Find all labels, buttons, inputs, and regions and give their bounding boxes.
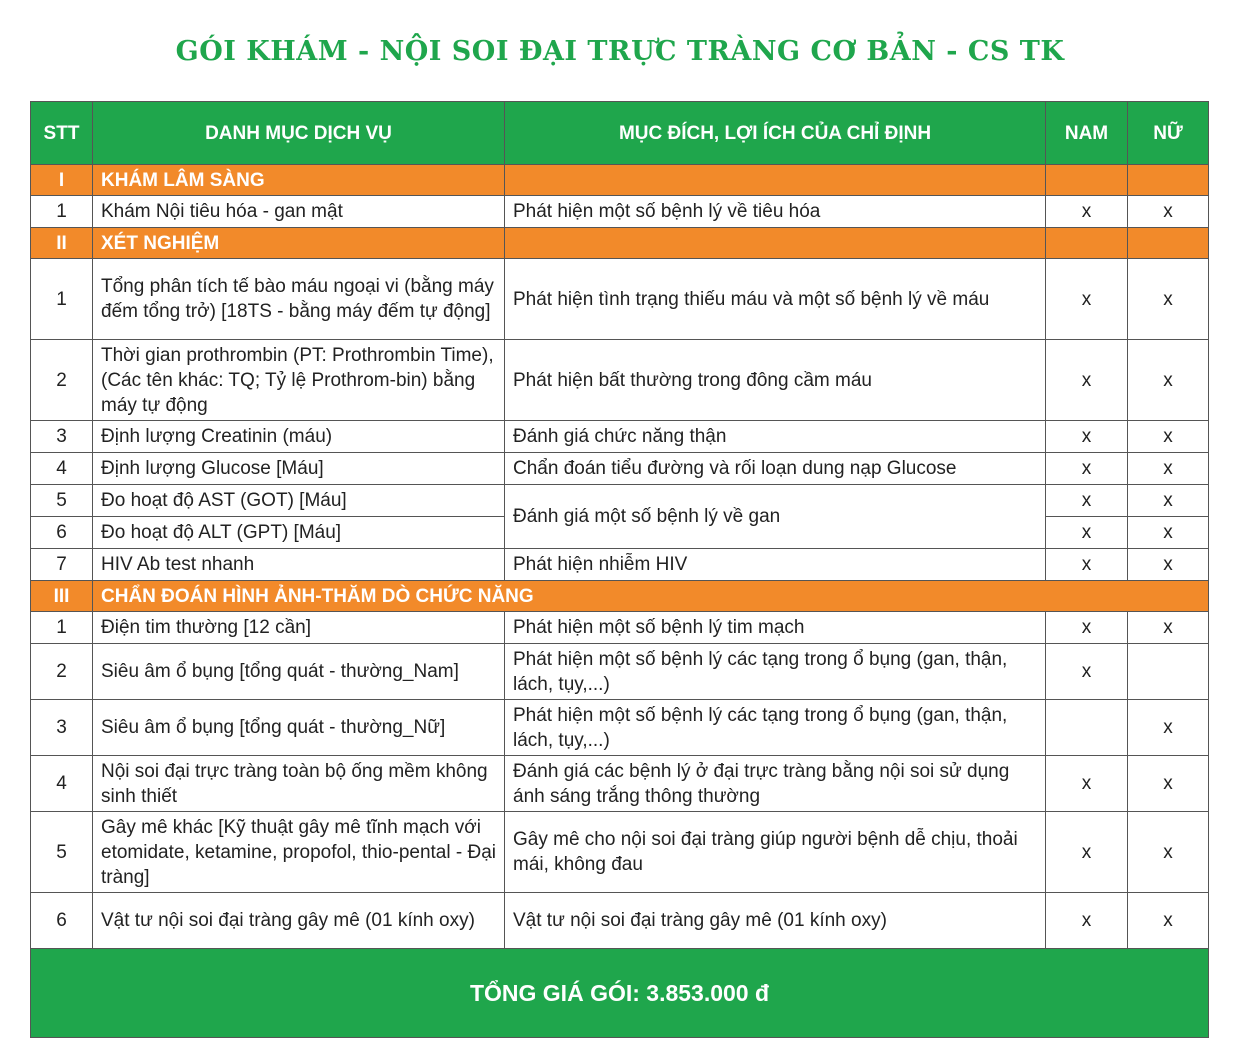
table-row [31,196,1209,228]
row-service: Định lượng Glucose [Máu] [93,453,505,485]
row-purpose: Phát hiện nhiễm HIV [505,549,1046,581]
row-nu: x [1128,812,1209,893]
row-nam: x [1046,421,1128,453]
table-row [31,756,1209,812]
row-service: Siêu âm ổ bụng [tổng quát - thường_Nữ] [93,700,505,756]
row-nam: x [1046,259,1128,340]
row-nam: x [1046,517,1128,549]
section-row [31,228,1209,259]
row-nu: x [1128,612,1209,644]
row-service: Khám Nội tiêu hóa - gan mật [93,196,505,228]
row-service: Siêu âm ổ bụng [tổng quát - thường_Nam] [93,644,505,700]
section-name: XÉT NGHIỆM [93,228,505,259]
row-nu: x [1128,340,1209,421]
row-nu: x [1128,549,1209,581]
row-service: Gây mê khác [Kỹ thuật gây mê tĩnh mạch với etomidate, ketamine, propofol, thio-pental - Đại tràng] [93,812,505,893]
row-nam: x [1046,644,1128,700]
row-nu: x [1128,453,1209,485]
page-title: GÓI KHÁM - NỘI SOI ĐẠI TRỰC TRÀNG CƠ BẢN - CS TK [175,36,1065,67]
table-row [31,612,1209,644]
section-number: I [31,165,93,196]
table-row [31,893,1209,949]
total-row [31,949,1209,1038]
row-stt: 3 [31,421,93,453]
row-service: HIV Ab test nhanh [93,549,505,581]
row-purpose: Đánh giá các bệnh lý ở đại trực tràng bằng nội soi sử dụng ánh sáng trắng thông thường [505,756,1046,812]
row-stt: 5 [31,485,93,517]
row-purpose: Đánh giá một số bệnh lý về gan [505,485,1046,549]
row-stt: 1 [31,196,93,228]
row-nam: x [1046,756,1128,812]
row-nu: x [1128,196,1209,228]
section-name: KHÁM LÂM SÀNG [93,165,505,196]
row-service: Vật tư nội soi đại tràng gây mê (01 kính oxy) [93,893,505,949]
row-service: Tổng phân tích tế bào máu ngoại vi (bằng máy đếm tổng trở) [18TS - bằng máy đếm tự động] [93,259,505,340]
row-nam: x [1046,340,1128,421]
row-nu: x [1128,421,1209,453]
row-nu: x [1128,756,1209,812]
row-service: Đo hoạt độ AST (GOT) [Máu] [93,485,505,517]
row-stt: 1 [31,259,93,340]
row-purpose: Phát hiện bất thường trong đông cầm máu [505,340,1046,421]
section-number: III [31,581,93,612]
section-row [31,581,1209,612]
row-nam: x [1046,812,1128,893]
row-nam [1046,700,1128,756]
row-stt: 3 [31,700,93,756]
row-purpose: Phát hiện một số bệnh lý về tiêu hóa [505,196,1046,228]
row-nam: x [1046,893,1128,949]
row-stt: 2 [31,340,93,421]
row-purpose: Phát hiện một số bệnh lý tim mạch [505,612,1046,644]
row-stt: 5 [31,812,93,893]
row-purpose: Phát hiện một số bệnh lý các tạng trong ổ bụng (gan, thận, lách, tụy,...) [505,644,1046,700]
row-service: Thời gian prothrombin (PT: Prothrombin Time), (Các tên khác: TQ; Tỷ lệ Prothrom-bin) bằng máy tự động [93,340,505,421]
row-purpose: Vật tư nội soi đại tràng gây mê (01 kính oxy) [505,893,1046,949]
row-nu [1128,644,1209,700]
row-nam: x [1046,453,1128,485]
table-row [31,644,1209,700]
table-row [31,549,1209,581]
header-nam: NAM [1046,102,1128,165]
row-stt: 6 [31,893,93,949]
header-service: DANH MỤC DỊCH VỤ [93,102,505,165]
row-service: Điện tim thường [12 cần] [93,612,505,644]
total-price: TỔNG GIÁ GÓI: 3.853.000 đ [31,949,1209,1038]
row-stt: 7 [31,549,93,581]
header-stt: STT [31,102,93,165]
row-purpose: Phát hiện một số bệnh lý các tạng trong ổ bụng (gan, thận, lách, tụy,...) [505,700,1046,756]
row-nu: x [1128,893,1209,949]
row-stt: 4 [31,453,93,485]
table-row [31,700,1209,756]
row-stt: 2 [31,644,93,700]
row-nu: x [1128,485,1209,517]
section-name: CHẨN ĐOÁN HÌNH ẢNH-THĂM DÒ CHỨC NĂNG [93,581,1209,612]
row-purpose: Chẩn đoán tiểu đường và rối loạn dung nạp Glucose [505,453,1046,485]
table-row [31,453,1209,485]
package-table [30,101,1209,1038]
table-row [31,340,1209,421]
header-nu: NỮ [1128,102,1209,165]
header-purpose: MỤC ĐÍCH, LỢI ÍCH CỦA CHỈ ĐỊNH [505,102,1046,165]
row-purpose: Phát hiện tình trạng thiếu máu và một số bệnh lý về máu [505,259,1046,340]
row-nu: x [1128,517,1209,549]
row-nam: x [1046,612,1128,644]
section-row [31,165,1209,196]
table-row [31,421,1209,453]
table-header-row [31,102,1209,165]
row-nu: x [1128,700,1209,756]
row-service: Định lượng Creatinin (máu) [93,421,505,453]
section-number: II [31,228,93,259]
row-stt: 4 [31,756,93,812]
row-service: Đo hoạt độ ALT (GPT) [Máu] [93,517,505,549]
row-nam: x [1046,549,1128,581]
table-row [31,485,1209,517]
table-row [31,259,1209,340]
row-purpose: Đánh giá chức năng thận [505,421,1046,453]
row-service: Nội soi đại trực tràng toàn bộ ống mềm không sinh thiết [93,756,505,812]
row-nam: x [1046,196,1128,228]
row-nu: x [1128,259,1209,340]
row-stt: 1 [31,612,93,644]
row-nam: x [1046,485,1128,517]
row-stt: 6 [31,517,93,549]
table-row [31,812,1209,893]
row-purpose: Gây mê cho nội soi đại tràng giúp người bệnh dễ chịu, thoải mái, không đau [505,812,1046,893]
